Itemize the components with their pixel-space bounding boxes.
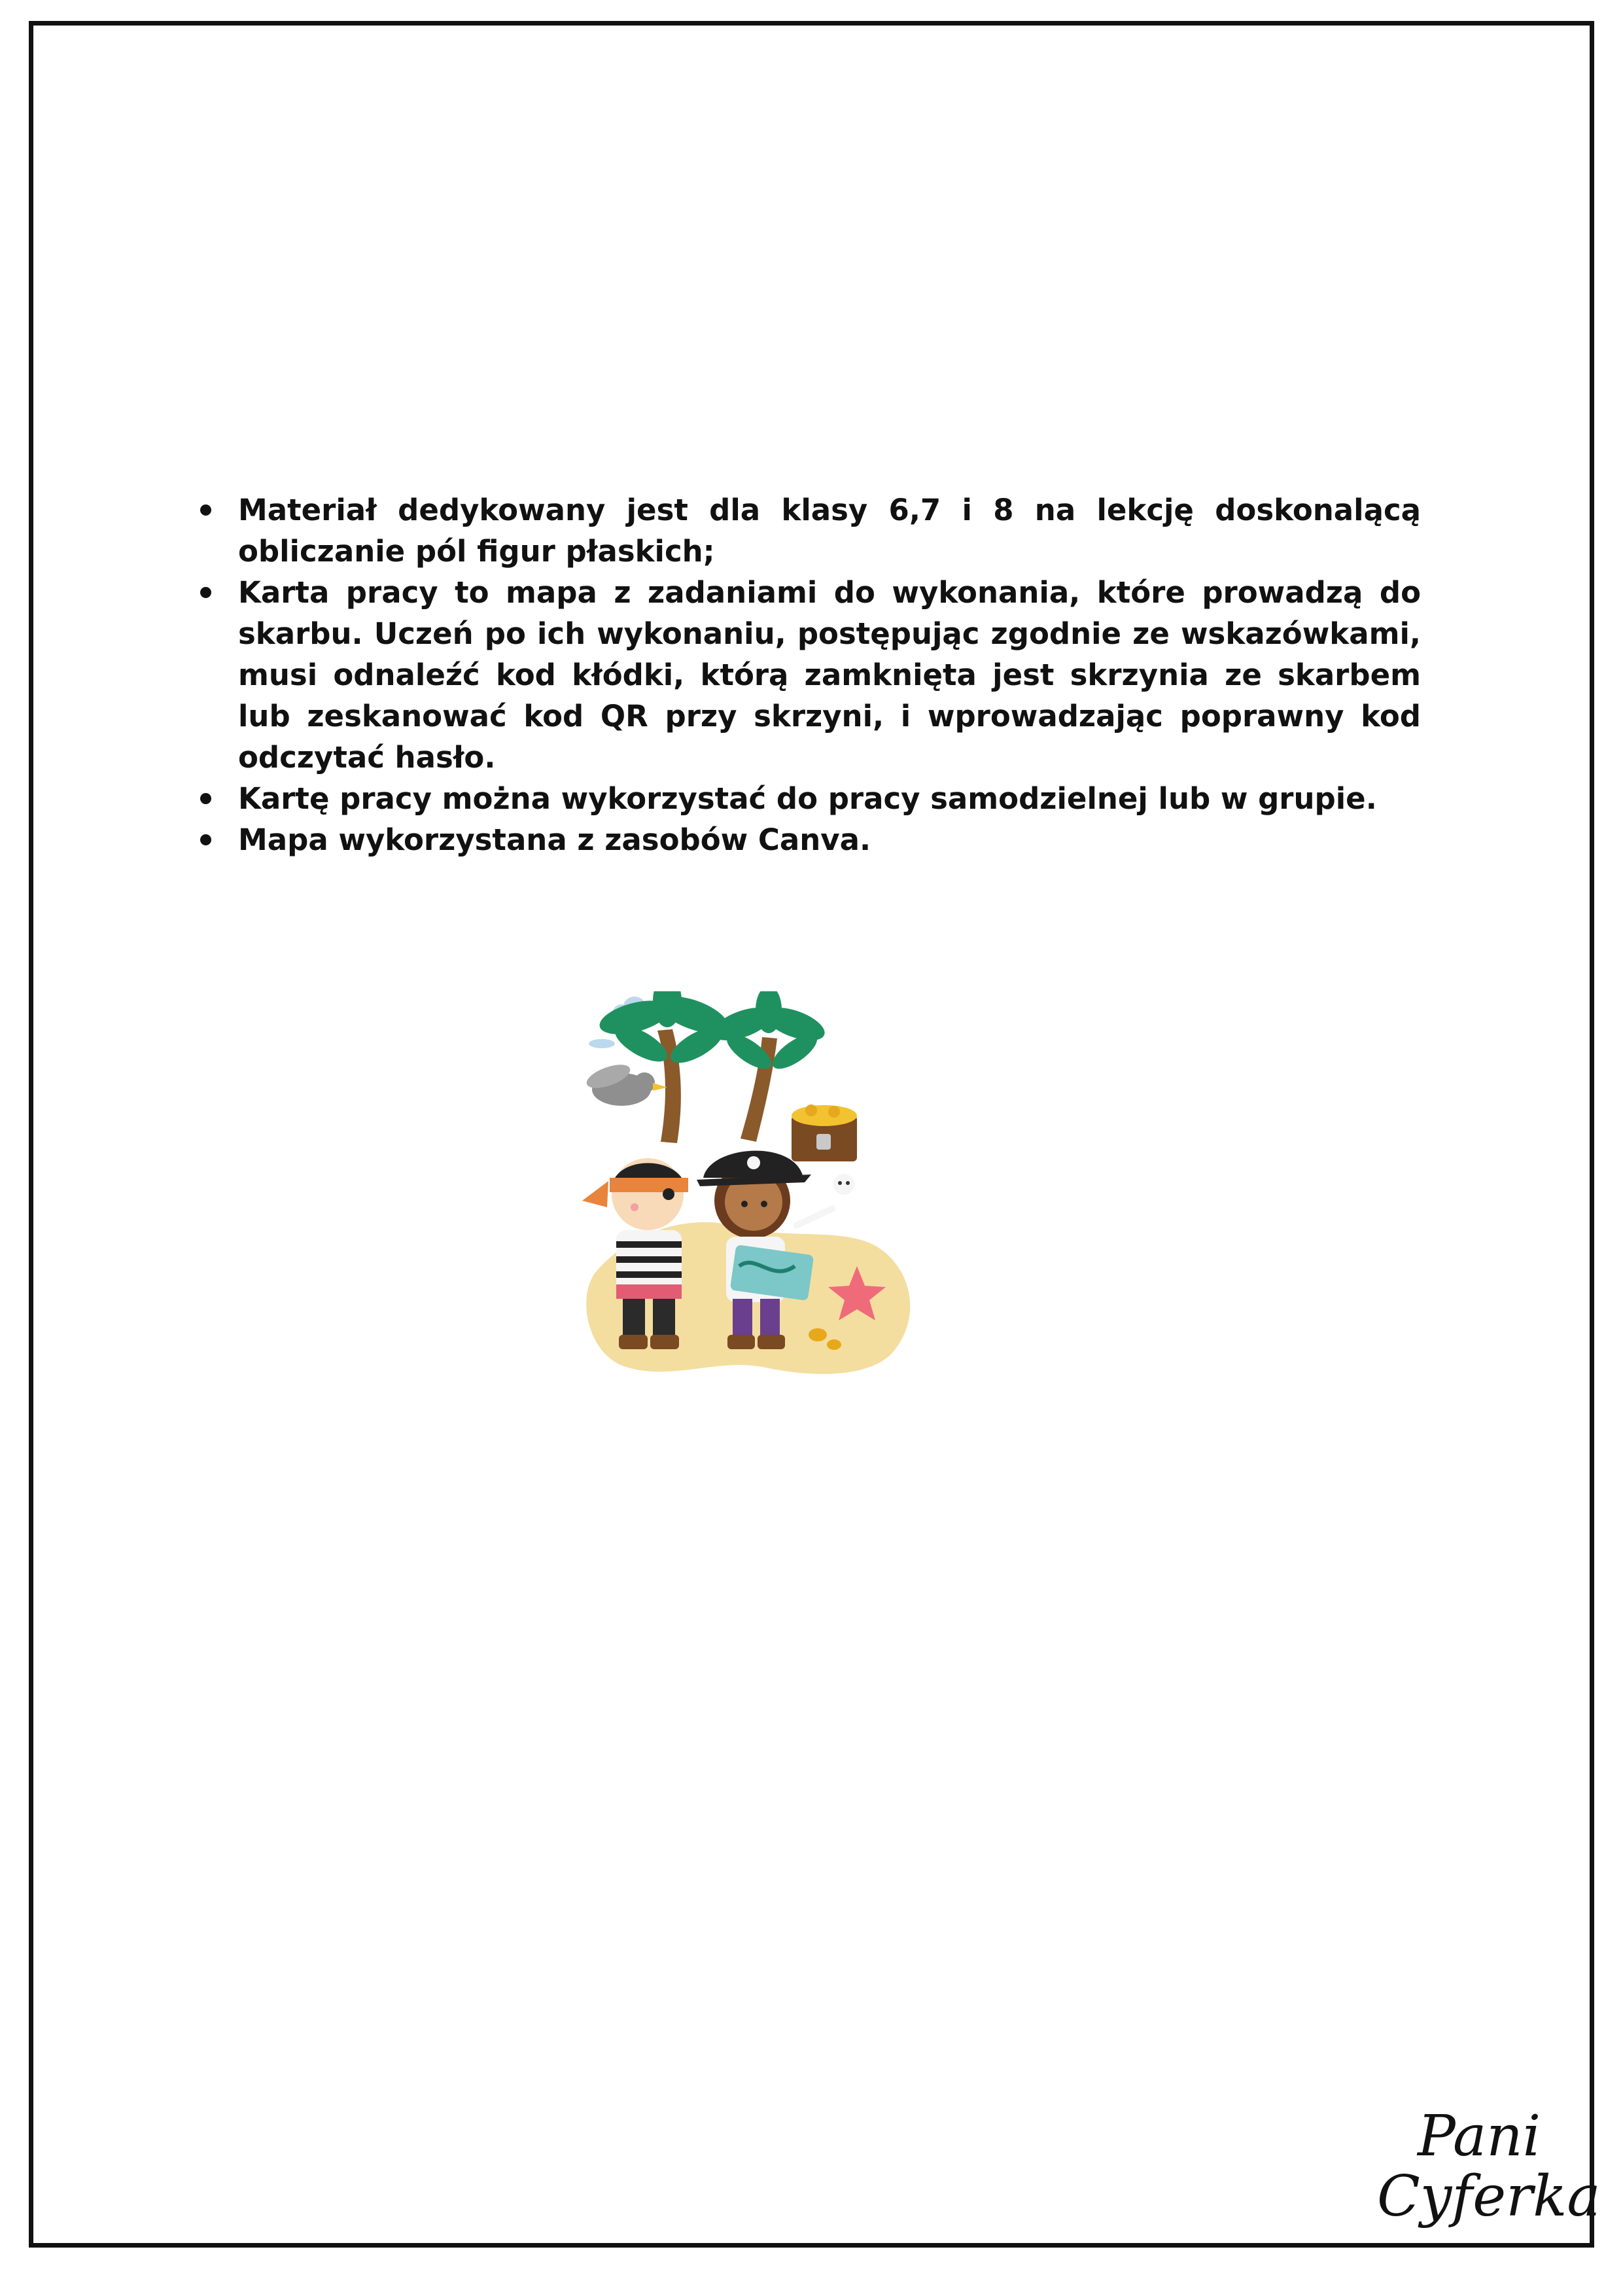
list-item-text: Karta pracy to mapa z zadaniami do wykonania, które prowadzą do skarbu. Uczeń po ich wykonaniu, postępując zgodnie ze wskazówkami, musi odnaleźć kod kłódki, którą zamknięta jest skrzynia ze skarbem lub zeskanować kod QR przy skrzyni, i wprowadzając poprawny kod odczytać hasło. (238, 575, 1421, 775)
signature-line-2: Cyferka (1377, 2164, 1601, 2229)
bullet-icon (200, 834, 211, 845)
list-item (196, 572, 1421, 778)
palm-leaves (596, 991, 829, 1075)
info-list (196, 489, 1421, 860)
signature-line-1: Pani (1418, 2104, 1541, 2169)
pirate-island-illustration (569, 991, 935, 1384)
bullet-icon (200, 587, 211, 598)
list-item-text: Materiał dedykowany jest dla klasy 6,7 i 8 na lekcję doskonalącą obliczanie pól figur płaskich; (238, 493, 1421, 569)
list-item (196, 778, 1421, 819)
parrot-icon (584, 1060, 667, 1106)
author-signature (1377, 2104, 1601, 2254)
list-item (196, 819, 1421, 860)
list-item (196, 489, 1421, 572)
bullet-icon (200, 504, 211, 516)
list-item-text: Mapa wykorzystana z zasobów Canva. (238, 822, 871, 857)
list-item-text: Kartę pracy można wykorzystać do pracy samodzielnej lub w grupie. (238, 781, 1377, 816)
bullet-icon (200, 793, 211, 804)
treasure-chest-icon (792, 1104, 857, 1161)
